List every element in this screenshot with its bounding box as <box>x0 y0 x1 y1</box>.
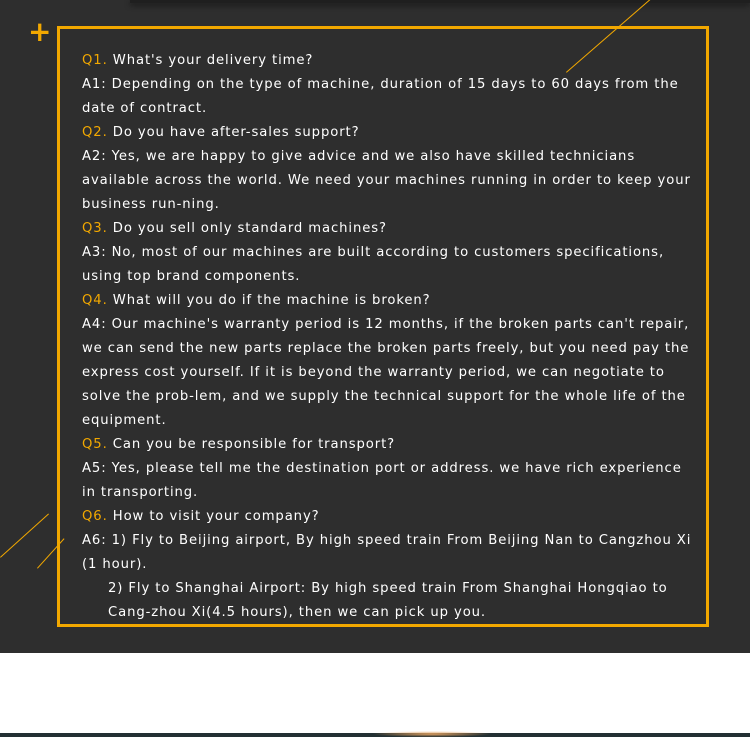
question-text: Can you be responsible for transport? <box>112 437 396 452</box>
plus-icon: + <box>28 15 52 48</box>
bottom-white-area <box>0 653 750 737</box>
faq-answer-1: A1: Depending on the type of machine, duration of 15 days to 60 days from the date of contract. <box>82 77 679 116</box>
question-text: Do you have after-sales support? <box>112 125 360 140</box>
question-number: Q4. <box>82 293 108 308</box>
faq-answer-6-route-1: A6: 1) Fly to Beijing airport, By high speed train From Beijing Nan to Cangzhou Xi (1 hour). <box>82 533 692 572</box>
question-text: What's your delivery time? <box>112 53 314 68</box>
question-number: Q3. <box>82 221 108 236</box>
faq-question-1 <box>82 49 698 73</box>
question-text: What will you do if the machine is broken? <box>112 293 431 308</box>
faq-answer-3: A3: No, most of our machines are built according to customers specifications, using top brand components. <box>82 245 665 284</box>
faq-question-2 <box>82 121 698 145</box>
question-text: How to visit your company? <box>112 509 320 524</box>
bottom-glow <box>372 731 492 737</box>
faq-answer-4: A4: Our machine's warranty period is 12 months, if the broken parts can't repair, we can send the new parts replace the broken parts freely, but you need pay the express cost yourself. If it is beyond the warranty period, we can negotiate to solve the prob-lem, and we supply the technical support for the whole life of the equipment. <box>82 317 690 428</box>
faq-list <box>82 49 698 625</box>
faq-answer-6-route-2: 2) Fly to Shanghai Airport: By high speed train From Shanghai Hongqiao to Cang-zhou Xi(4.5 hours), then we can pick up you. <box>108 581 668 620</box>
faq-question-6 <box>82 505 698 529</box>
question-number: Q6. <box>82 509 108 524</box>
question-number: Q2. <box>82 125 108 140</box>
faq-question-3 <box>82 217 698 241</box>
decor-line-left-1 <box>0 514 49 558</box>
question-text: Do you sell only standard machines? <box>112 221 387 236</box>
faq-answer-2: A2: Yes, we are happy to give advice and we also have skilled technicians available across the world. We need your machines running in order to keep your business run-ning. <box>82 149 691 212</box>
faq-question-4 <box>82 289 698 313</box>
faq-question-5 <box>82 433 698 457</box>
question-number: Q5. <box>82 437 108 452</box>
question-number: Q1. <box>82 53 108 68</box>
faq-answer-5: A5: Yes, please tell me the destination port or address. we have rich experience in transporting. <box>82 461 682 500</box>
top-shadow-bar <box>130 0 750 3</box>
